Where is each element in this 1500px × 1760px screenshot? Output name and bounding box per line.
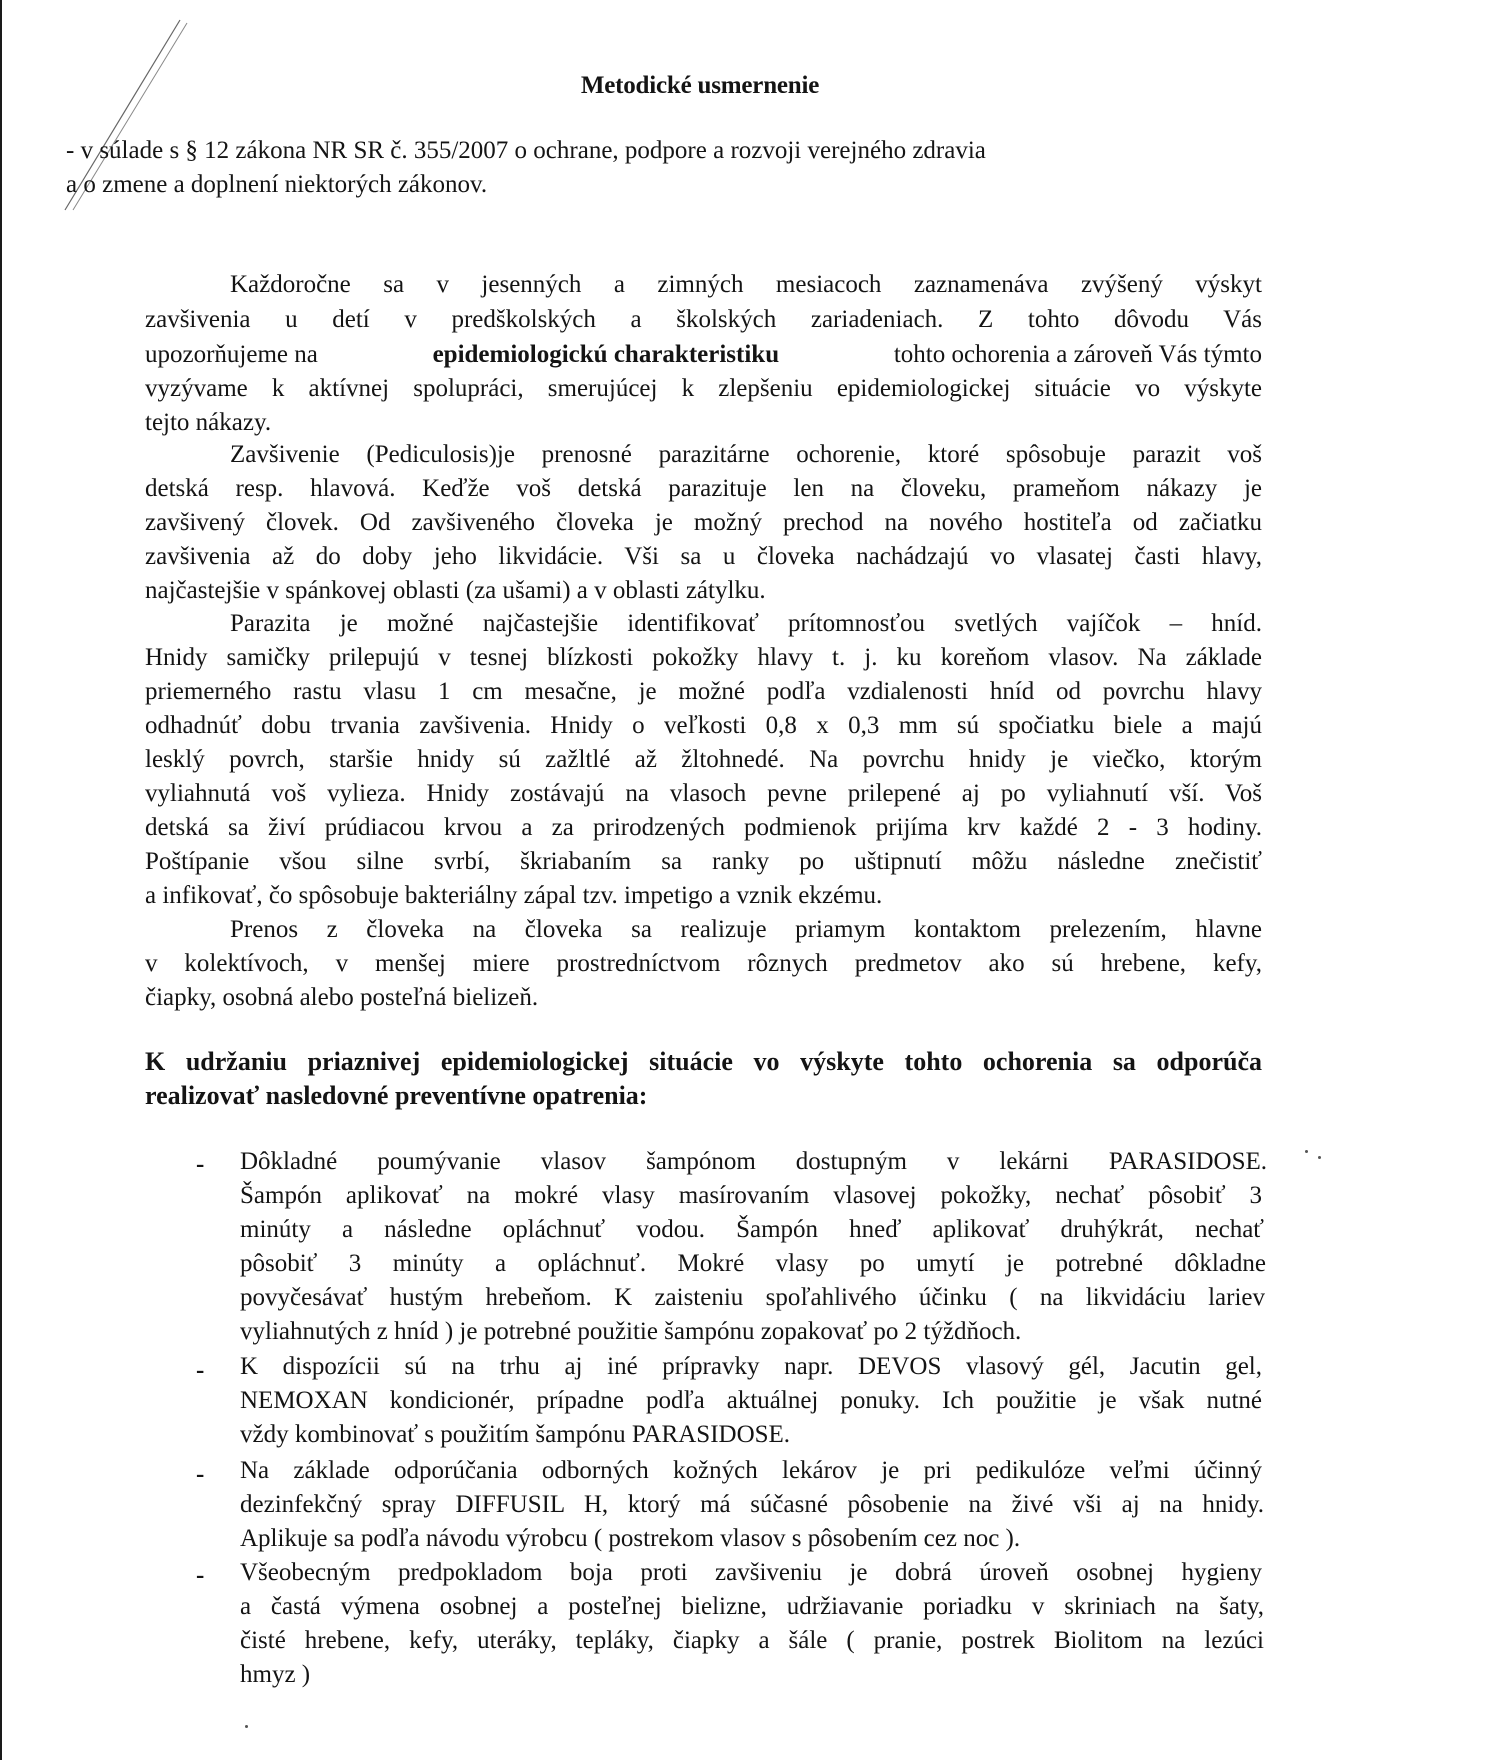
measure-line: Na základe odporúčania odborných kožných lekárov je pri pedikulóze veľmi účinný [240,1457,1262,1484]
paragraph-line: Zavšivenie (Pediculosis)je prenosné parazitárne ochorenie, ktoré spôsobuje parazit voš [230,441,1262,468]
measure-line: hmyz ) [240,1661,311,1688]
intro-text: tohto ochorenia a zároveň Vás týmto [893,341,1262,368]
paragraph-line: zavšivený človek. Od zavšiveného človeka je možný prechod na nového hostiteľa od začiatku [145,509,1262,536]
paragraph-line: odhadnúť dobu trvania zavšivenia. Hnidy o veľkosti 0,8 x 0,3 mm sú spočiatku biele a majú [145,712,1262,739]
paragraph-line: najčastejšie v spánkovej oblasti (za ušami) a v oblasti zátylku. [145,577,766,604]
measure-line: povyčesávať hustým hrebeňom. K zaisteniu spoľahlivého účinku ( na likvidáciu lariev [240,1284,1265,1311]
legal-basis-line: a o zmene a doplnení niektorých zákonov. [66,171,488,198]
measure-line: vyliahnutých z hníd ) je potrebné použitie šampónu zopakovať po 2 týždňoch. [240,1318,1022,1345]
bullet-marker: - [196,1151,205,1178]
measure-line: minúty a následne opláchnuť vodou. Šampón hneď aplikovať druhýkrát, nechať [240,1216,1264,1243]
measures-heading-line: realizovať nasledovné preventívne opatrenia: [145,1081,648,1110]
paragraph-line: Prenos z človeka na človeka sa realizuje priamym kontaktom prelezením, hlavne [230,916,1262,943]
scan-speck [245,1725,248,1728]
intro-line: zavšivenia u detí v predškolských a školských zariadeniach. Z tohto dôvodu Vás [145,306,1262,333]
paragraph-line: Hnidy samičky prilepujú v tesnej blízkosti pokožky hlavy t. j. ku koreňom vlasov. Na základe [145,644,1262,671]
paragraph-line: vyliahnutá voš vylieza. Hnidy zostávajú na vlasoch pevne prilepené aj po vyliahnutí vší. Voš [145,780,1262,807]
intro-line: Každoročne sa v jesenných a zimných mesiacoch zaznamenáva zvýšený výskyt [230,271,1262,298]
scan-speck [1318,1156,1321,1159]
measure-line: Dôkladné poumývanie vlasov šampónom dostupným v lekárni PARASIDOSE. [240,1148,1267,1175]
measure-line: Aplikuje sa podľa návodu výrobcu ( postrekom vlasov s pôsobením cez noc ). [240,1525,1021,1552]
bullet-marker: - [196,1357,205,1384]
document-title: Metodické usmernenie [580,72,820,99]
measure-line: čisté hrebene, kefy, uteráky, tepláky, čiapky a šále ( pranie, postrek Biolitom na lezúci [240,1627,1264,1654]
measure-line: Všeobecným predpokladom boja proti zavšiveniu je dobrá úroveň osobnej hygieny [240,1559,1262,1586]
legal-basis-line: - v súlade s § 12 zákona NR SR č. 355/2007 o ochrane, podpore a rozvoji verejného zdravia [66,137,986,164]
bullet-marker: - [196,1461,205,1488]
measure-line: Šampón aplikovať na mokré vlasy masírovaním vlasovej pokožky, nechať pôsobiť 3 [240,1182,1262,1209]
paragraph-line: v kolektívoch, v menšej miere prostredníctvom rôznych predmetov ako sú hrebene, kefy, [145,950,1262,977]
intro-line: tejto nákazy. [145,409,272,436]
paragraph-line: detská resp. hlavová. Keďže voš detská parazituje len na človeku, prameňom nákazy je [145,475,1262,502]
intro-line-with-emphasis [145,340,1262,370]
paragraph-line: a infikovať, čo spôsobuje bakteriálny zápal tzv. impetigo a vznik ekzému. [145,882,883,909]
measure-line: pôsobiť 3 minúty a opláchnuť. Mokré vlasy po umytí je potrebné dôkladne [240,1250,1266,1277]
scan-edge [0,0,2,1760]
intro-line: vyzývame k aktívnej spolupráci, smerujúcej k zlepšeniu epidemiologickej situácie vo výskyte [145,375,1262,402]
measure-line: a častá výmena osobnej a posteľnej bielizne, udržiavanie poriadku v skriniach na šaty, [240,1593,1264,1620]
measure-line: K dispozícii sú na trhu aj iné prípravky napr. DEVOS vlasový gél, Jacutin gel, [240,1353,1262,1380]
paragraph-line: Poštípanie všou silne svrbí, škriabaním sa ranky po uštipnutí môžu následne znečistiť [145,848,1262,875]
bullet-marker: - [196,1562,205,1589]
emphasis-text: epidemiologickú charakteristiku [432,341,780,368]
paragraph-line: čiapky, osobná alebo posteľná bielizeň. [145,984,539,1011]
measures-heading-line: K udržaniu priaznivej epidemiologickej situácie vo výskyte tohto ochorenia sa odporúča [145,1047,1262,1076]
paragraph-line: detská sa živí prúdiacou krvou a za prirodzených podmienok prijíma krv každé 2 - 3 hodiny. [145,814,1262,841]
paragraph-line: priemerného rastu vlasu 1 cm mesačne, je možné podľa vzdialenosti hníd od povrchu hlavy [145,678,1262,705]
intro-text: upozorňujeme na [145,341,318,368]
measure-line: NEMOXAN kondicionér, prípadne podľa aktuálnej ponuky. Ich použitie je však nutné [240,1387,1262,1414]
paragraph-line: lesklý povrch, staršie hnidy sú zažltlé až žltohnedé. Na povrchu hnidy je viečko, ktorým [145,746,1262,773]
scan-speck [1305,1150,1308,1153]
paragraph-line: zavšivenia až do doby jeho likvidácie. Vši sa u človeka nachádzajú vo vlasatej časti hlavy, [145,543,1262,570]
measure-line: vždy kombinovať s použitím šampónu PARASIDOSE. [240,1421,791,1448]
measure-line: dezinfekčný spray DIFFUSIL H, ktorý má súčasné pôsobenie na živé vši aj na hnidy. [240,1491,1264,1518]
paragraph-line: Parazita je možné najčastejšie identifikovať prítomnosťou svetlých vajíčok – hníd. [230,610,1262,637]
